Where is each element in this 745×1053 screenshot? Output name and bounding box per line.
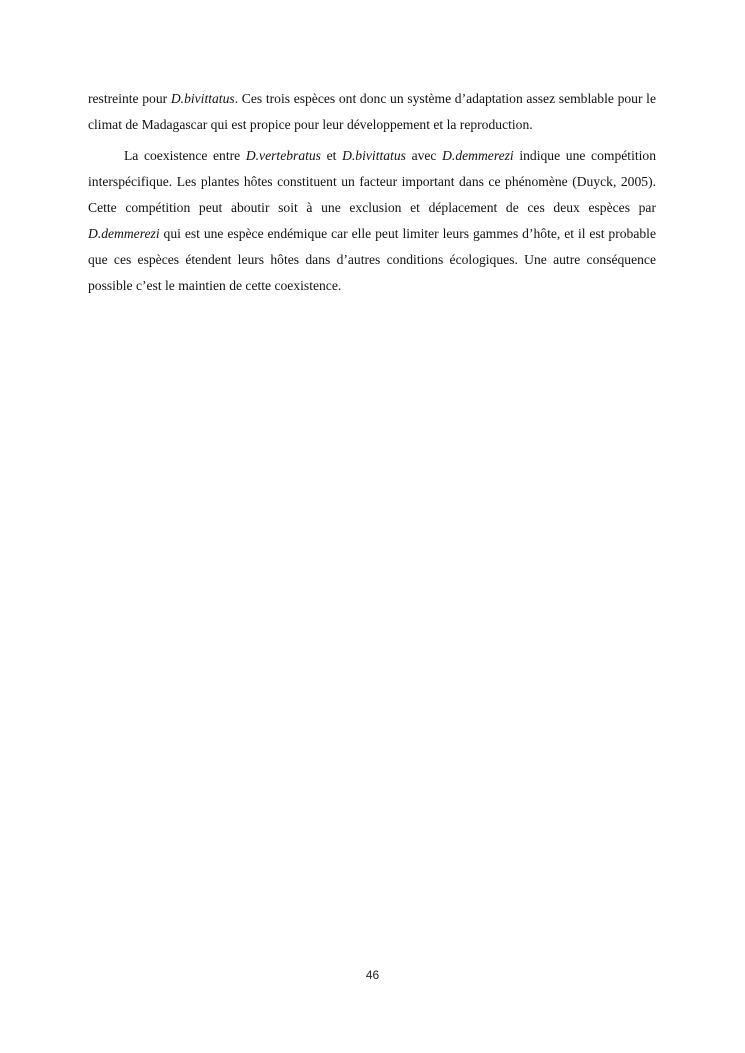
text-run: qui est une espèce endémique car elle peut limiter leurs gammes d’hôte, et il est probable que ces espèces étendent leurs hôtes dans d’autres conditions écologiques. Une autre conséquence possible c’est le maintien de cette coexistence. bbox=[88, 226, 656, 293]
text-run: . Ces trois espèces ont donc un système d’adaptation assez semblable pour le climat de Madagascar qui est propice pour leur développement et la reproduction. bbox=[88, 91, 656, 132]
body-text bbox=[88, 86, 656, 299]
species-name: D.demmerezi bbox=[88, 226, 160, 241]
text-run: restreinte pour bbox=[88, 91, 171, 106]
species-name: D.bivittatus bbox=[170, 91, 235, 106]
text-run: et bbox=[320, 148, 343, 163]
text-run: avec bbox=[405, 148, 443, 163]
page-number: 46 bbox=[365, 968, 380, 982]
text-run: La coexistence entre bbox=[124, 148, 246, 163]
paragraph-1 bbox=[88, 86, 656, 138]
species-name: D.vertebratus bbox=[245, 148, 321, 163]
paragraph-2 bbox=[88, 143, 656, 299]
text-run: indique une compétition interspécifique. Les plantes hôtes constituent un facteur important dans ce phénomène (Duyck, 2005). Cette compétition peut aboutir soit à une exclusion et déplacement de ces deux espèces par bbox=[88, 148, 656, 215]
species-name: D.bivittatus bbox=[342, 148, 406, 163]
species-name: D.demmerezi bbox=[442, 148, 514, 163]
